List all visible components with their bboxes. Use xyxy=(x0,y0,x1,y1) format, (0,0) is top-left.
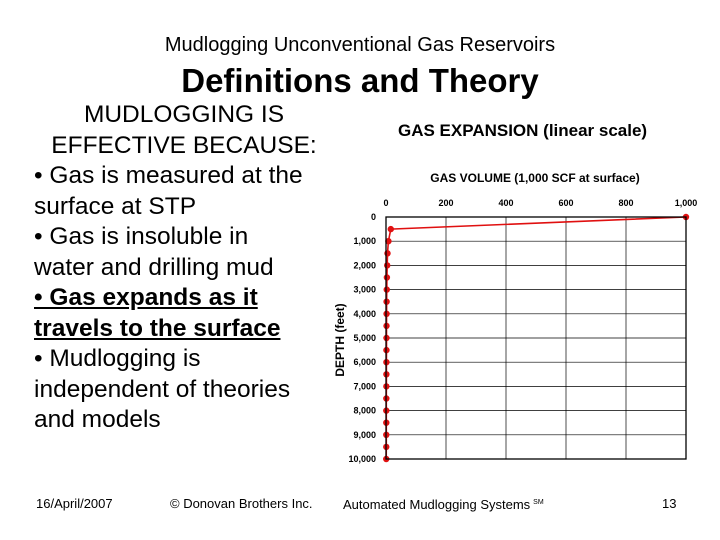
chart-grid xyxy=(386,217,686,459)
chart-y-tick-label: 10,000 xyxy=(348,454,376,464)
gas-expansion-chart xyxy=(330,110,700,470)
footer-copyright: © Donovan Brothers Inc. xyxy=(170,496,313,511)
page-number: 13 xyxy=(662,496,677,511)
chart-x-label: GAS VOLUME (1,000 SCF at surface) xyxy=(430,171,640,185)
intro-line-2: EFFECTIVE BECAUSE: xyxy=(51,131,317,159)
chart-y-tick-label: 7,000 xyxy=(353,381,376,392)
chart-y-tick-label: 6,000 xyxy=(353,357,376,368)
bullet-3-line-2: travels to the surface xyxy=(34,314,281,342)
bullet-1-line-1: • Gas is measured at the xyxy=(34,162,303,189)
footer-date: 16/April/2007 xyxy=(36,496,113,511)
chart-y-tick-label: 0 xyxy=(370,212,376,222)
bullet-1-line-2: surface at STP xyxy=(34,192,197,220)
chart-data-point xyxy=(384,250,390,256)
footer-system xyxy=(343,497,544,512)
bullet-list xyxy=(34,100,354,436)
footer-system-name: Automated Mudlogging Systems xyxy=(343,497,531,512)
chart-x-tick-label: 400 xyxy=(498,198,514,208)
chart-y-tick-label: 1,000 xyxy=(353,236,376,247)
bullet-4-line-2: independent of theories xyxy=(34,375,291,403)
footer-service-mark: SM xyxy=(533,498,544,506)
bullet-2-line-2: water and drilling mud xyxy=(34,253,274,281)
bullet-2-line-1: • Gas is insoluble in xyxy=(34,223,249,250)
chart-y-label: DEPTH (feet) xyxy=(333,303,347,377)
chart-data-point xyxy=(388,226,394,232)
chart-y-ticks xyxy=(348,212,376,464)
chart-x-tick-label: 600 xyxy=(558,198,574,208)
chart-data-point xyxy=(384,274,390,280)
chart-data-point xyxy=(384,286,390,292)
bullet-4-line-3: and models xyxy=(34,406,161,433)
chart-y-tick-label: 4,000 xyxy=(353,308,376,319)
chart-data-point xyxy=(384,262,390,268)
bullet-3-line-1: • Gas expands as it xyxy=(34,284,258,311)
bullet-4-line-1: • Mudlogging is xyxy=(34,345,201,372)
chart-x-tick-label: 1,000 xyxy=(674,198,698,208)
chart-x-tick-label: 800 xyxy=(618,198,634,208)
chart-x-ticks xyxy=(383,198,697,208)
chart-title: GAS EXPANSION (linear scale) xyxy=(398,121,648,140)
chart-y-tick-label: 8,000 xyxy=(353,405,376,416)
slide-title: Definitions and Theory xyxy=(181,62,539,99)
chart-y-tick-label: 9,000 xyxy=(353,429,376,440)
chart-y-tick-label: 3,000 xyxy=(353,284,376,295)
slide-supertitle: Mudlogging Unconventional Gas Reservoirs xyxy=(164,34,556,56)
chart-x-tick-label: 200 xyxy=(438,198,454,208)
chart-y-tick-label: 5,000 xyxy=(353,333,376,343)
chart-y-tick-label: 2,000 xyxy=(353,260,376,271)
chart-x-tick-label: 0 xyxy=(383,198,389,208)
intro-line-1: MUDLOGGING IS xyxy=(83,101,285,128)
